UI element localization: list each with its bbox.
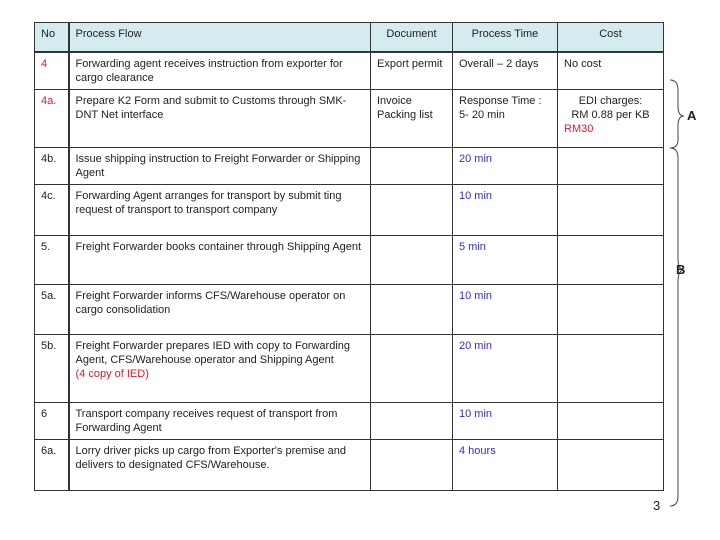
row-cost	[558, 90, 664, 148]
row-document	[371, 148, 453, 185]
row-no: 5b.	[35, 335, 69, 403]
row-document: Invoice Packing list	[371, 90, 453, 148]
header-process-time: Process Time	[453, 23, 558, 53]
row-time: 10 min	[453, 403, 558, 440]
cost-line: RM 0.88 per KB	[571, 109, 650, 121]
brace-label-a: A	[687, 108, 697, 123]
table-row	[35, 236, 664, 285]
row-no: 4a.	[35, 90, 69, 148]
row-cost	[558, 236, 664, 285]
row-cost	[558, 185, 664, 236]
row-time: 20 min	[453, 148, 558, 185]
row-flow: Freight Forwarder books container through Shipping Agent	[69, 236, 371, 285]
row-no: 4	[35, 52, 69, 90]
row-document	[371, 236, 453, 285]
row-cost	[558, 285, 664, 335]
row-flow: Issue shipping instruction to Freight Forwarder or Shipping Agent	[69, 148, 371, 185]
table-row	[35, 335, 664, 403]
row-time: 10 min	[453, 185, 558, 236]
row-no: 4c.	[35, 185, 69, 236]
row-document: Export permit	[371, 52, 453, 90]
row-document	[371, 285, 453, 335]
table-row	[35, 52, 664, 90]
row-flow: Forwarding agent receives instruction from exporter for cargo clearance	[69, 52, 371, 90]
row-flow: Forwarding Agent arranges for transport by submit ting request of transport to transport company	[69, 185, 371, 236]
row-flow: Transport company receives request of transport from Forwarding Agent	[69, 403, 371, 440]
header-no: No	[35, 23, 69, 53]
row-time: 10 min	[453, 285, 558, 335]
header-process-flow: Process Flow	[69, 23, 371, 53]
header-cost: Cost	[558, 23, 664, 53]
row-no: 6	[35, 403, 69, 440]
row-cost	[558, 403, 664, 440]
page-number: 3	[653, 498, 661, 513]
row-time: 4 hours	[453, 440, 558, 491]
row-time: Response Time : 5- 20 min	[453, 90, 558, 148]
row-flow: Freight Forwarder informs CFS/Warehouse operator on cargo consolidation	[69, 285, 371, 335]
brace-icon	[668, 78, 690, 510]
flow-note: (4 copy of IED)	[75, 368, 149, 380]
row-no: 5.	[35, 236, 69, 285]
row-cost	[558, 335, 664, 403]
row-no: 4b.	[35, 148, 69, 185]
table-row	[35, 440, 664, 491]
row-flow: Lorry driver picks up cargo from Exporter's premise and delivers to designated CFS/Warehouse.	[69, 440, 371, 491]
row-cost: No cost	[558, 52, 664, 90]
row-no: 6a.	[35, 440, 69, 491]
table-row	[35, 90, 664, 148]
row-document	[371, 403, 453, 440]
table-row	[35, 148, 664, 185]
row-time: Overall – 2 days	[453, 52, 558, 90]
row-flow: Prepare K2 Form and submit to Customs through SMK-DNT Net interface	[69, 90, 371, 148]
header-document: Document	[371, 23, 453, 53]
brace-label-b: B	[676, 262, 686, 277]
row-cost	[558, 148, 664, 185]
cost-line: RM30	[564, 123, 594, 135]
table-row	[35, 185, 664, 236]
table-header	[35, 23, 664, 53]
row-time: 20 min	[453, 335, 558, 403]
row-time: 5 min	[453, 236, 558, 285]
row-no: 5a.	[35, 285, 69, 335]
row-flow	[69, 335, 371, 403]
table-row	[35, 285, 664, 335]
process-table	[34, 22, 664, 491]
table-row	[35, 403, 664, 440]
row-document	[371, 335, 453, 403]
row-cost	[558, 440, 664, 491]
cost-line: EDI charges:	[578, 95, 643, 107]
row-document	[371, 440, 453, 491]
flow-text: Freight Forwarder prepares IED with copy to Forwarding Agent, CFS/Warehouse operator and Shipping Agent	[75, 340, 350, 366]
row-document	[371, 185, 453, 236]
